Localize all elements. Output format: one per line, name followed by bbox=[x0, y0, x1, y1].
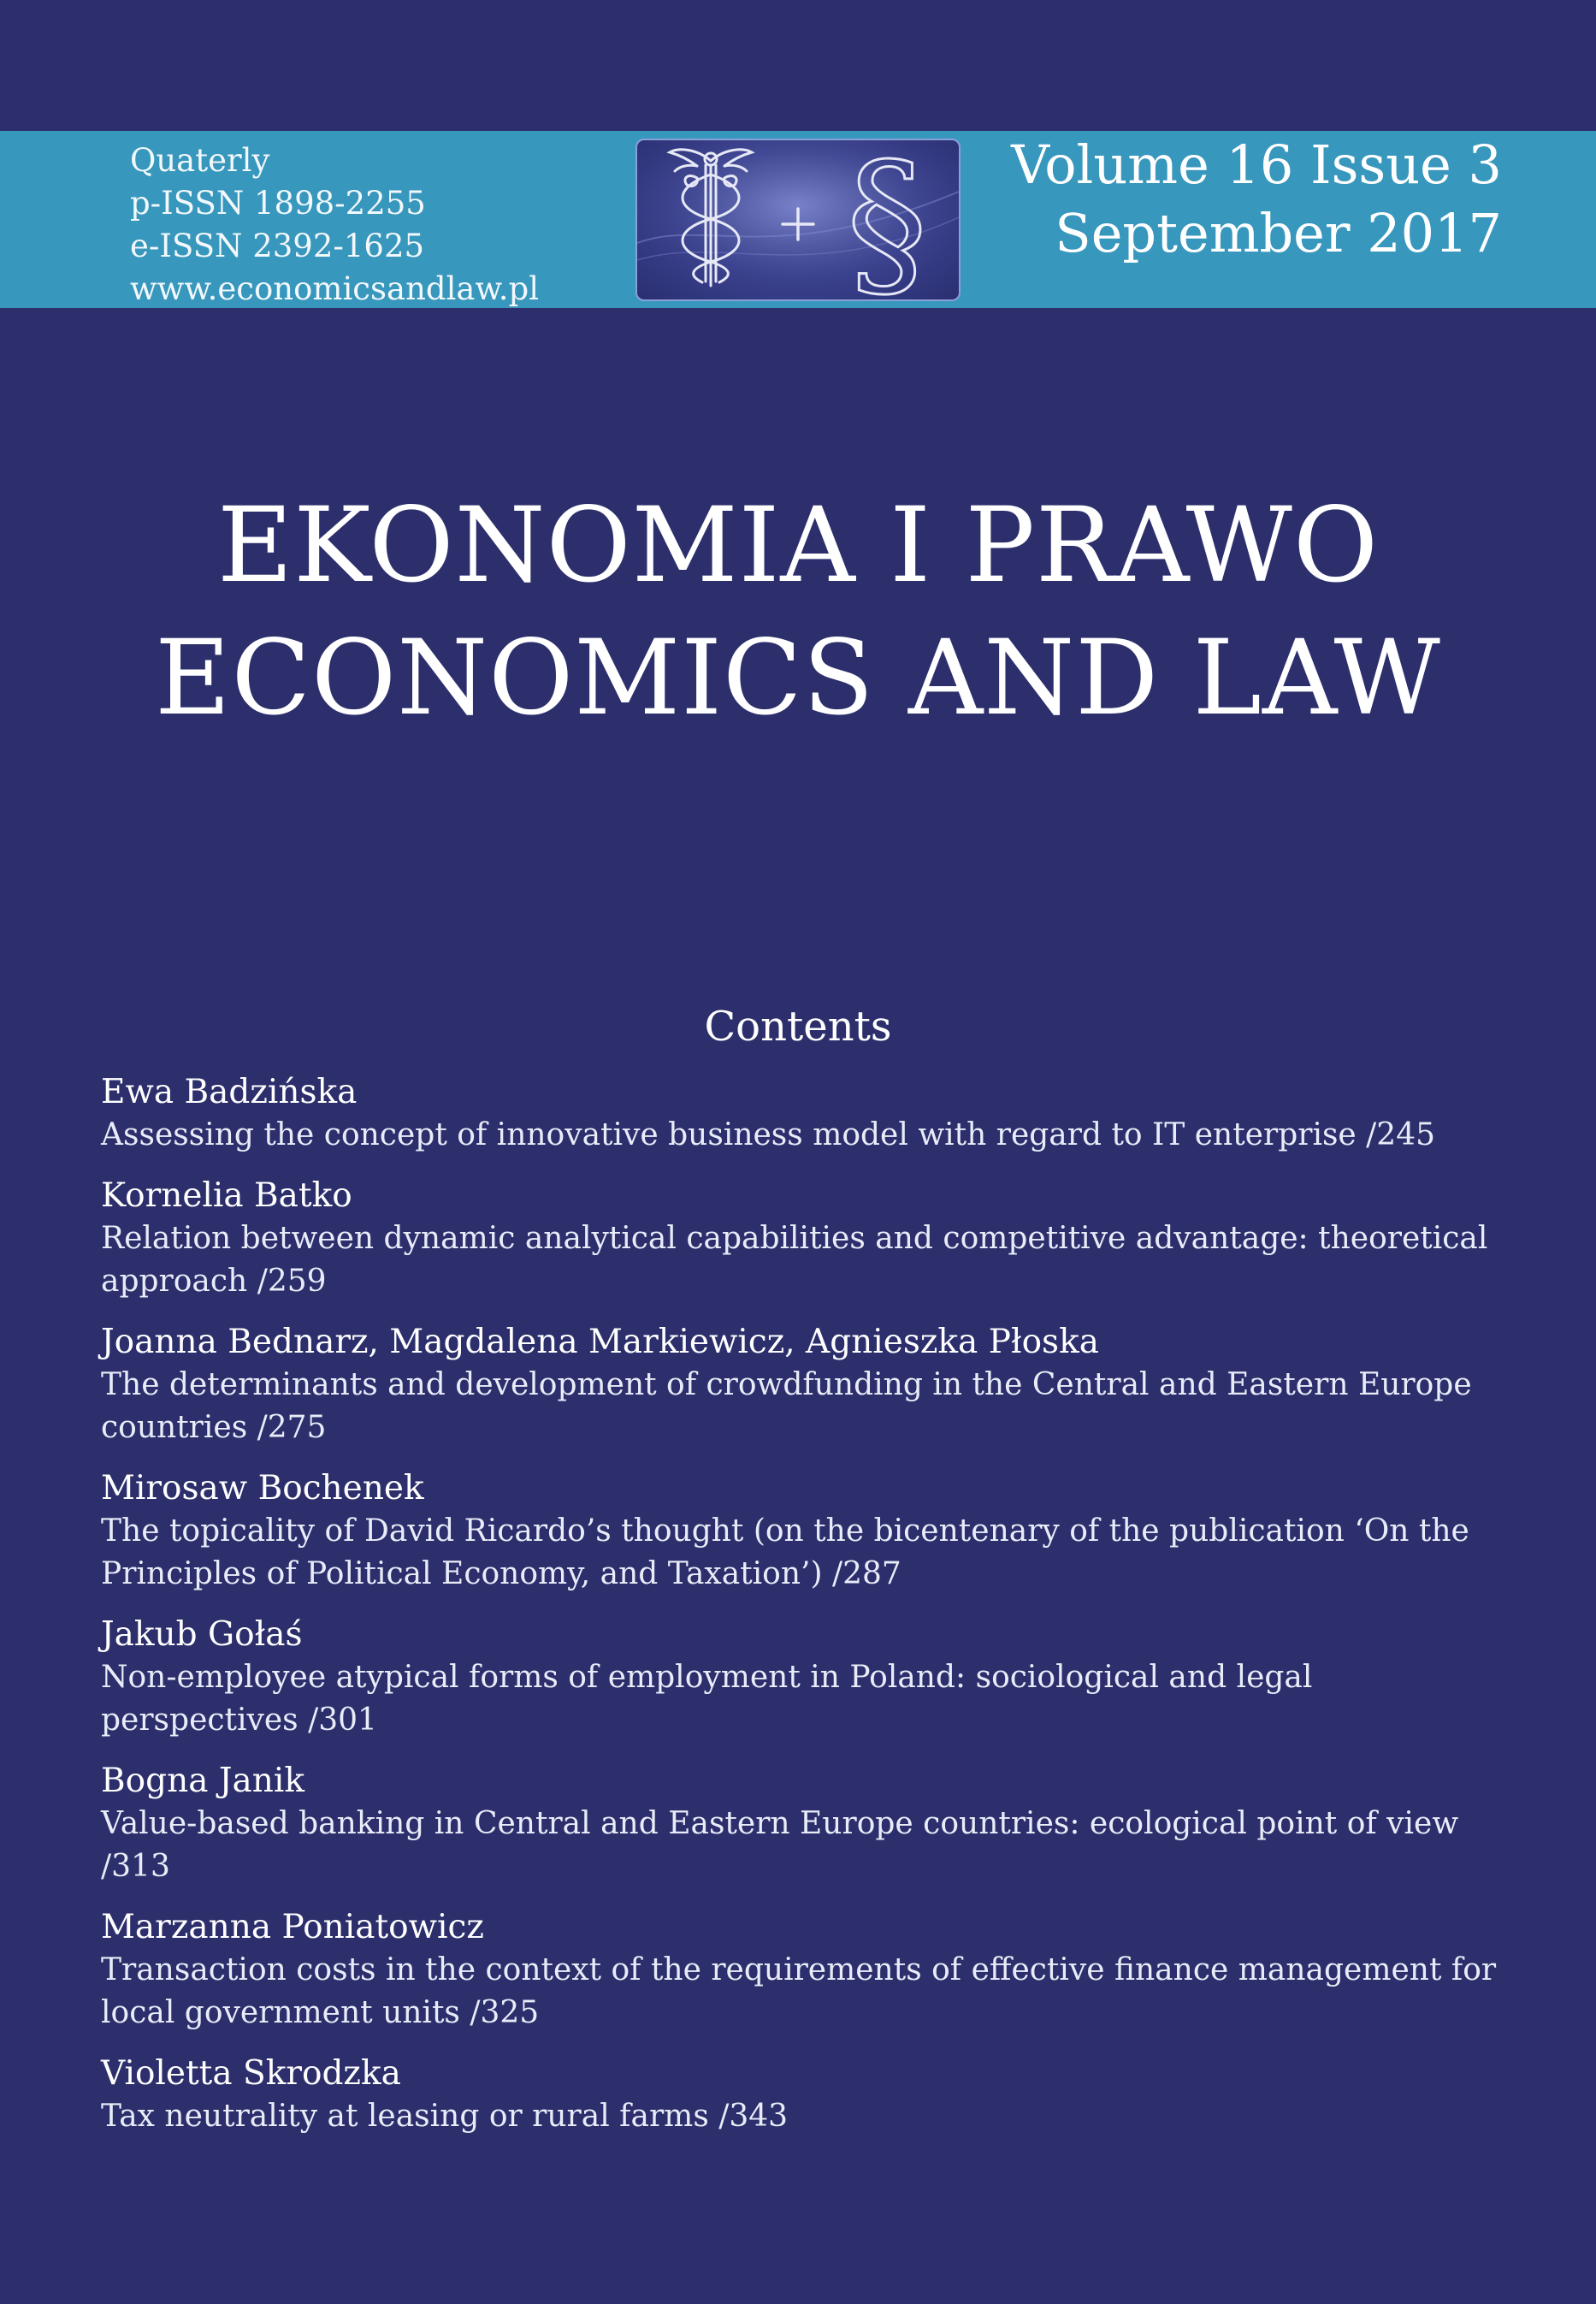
toc-author: Bogna Janik bbox=[101, 1762, 304, 1800]
toc-article: The topicality of David Ricardo’s thought (on the bicentenary of the publication ‘On the Principles of Political Economy, and Taxation’) /287 bbox=[101, 1513, 1469, 1591]
header-band bbox=[0, 131, 1596, 308]
frequency-label: Quaterly bbox=[130, 142, 270, 179]
toc-author: Joanna Bednarz, Magdalena Markiewicz, Agnieszka Płoska bbox=[101, 1323, 1099, 1361]
svg-text:§: § bbox=[846, 140, 928, 299]
toc-entry bbox=[101, 1759, 1504, 1888]
toc-entry bbox=[101, 1905, 1504, 2035]
toc-article: Non-employee atypical forms of employment in Poland: sociological and legal perspectives /301 bbox=[101, 1660, 1313, 1738]
toc-author: Mirosaw Bochenek bbox=[101, 1469, 424, 1507]
journal-website: www.economicsandlaw.pl bbox=[130, 270, 540, 307]
toc-author: Kornelia Batko bbox=[101, 1176, 352, 1215]
toc-author: Violetta Skrodzka bbox=[101, 2054, 401, 2093]
issue-info bbox=[1011, 131, 1502, 268]
toc-entry bbox=[101, 1466, 1504, 1596]
electronic-issn: e-ISSN 2392-1625 bbox=[130, 228, 425, 264]
toc-entry bbox=[101, 1174, 1504, 1303]
toc-article: Value-based banking in Central and Eastern Europe countries: ecological point of view /313 bbox=[101, 1806, 1459, 1884]
table-of-contents bbox=[101, 1070, 1504, 2155]
print-issn: p-ISSN 1898-2255 bbox=[130, 185, 426, 222]
volume-issue: Volume 16 Issue 3 bbox=[1011, 133, 1502, 196]
toc-author: Marzanna Poniatowicz bbox=[101, 1908, 484, 1946]
toc-entry bbox=[101, 2052, 1504, 2138]
toc-author: Ewa Badzińska bbox=[101, 1073, 358, 1111]
contents-heading: Contents bbox=[704, 1003, 892, 1051]
journal-meta bbox=[130, 139, 539, 311]
toc-entry bbox=[101, 1613, 1504, 1742]
toc-article: The determinants and development of crowdfunding in the Central and Eastern Europe countries /275 bbox=[101, 1367, 1472, 1445]
toc-article: Tax neutrality at leasing or rural farms /343 bbox=[101, 2099, 789, 2134]
toc-article: Transaction costs in the context of the requirements of effective finance management for local government units /325 bbox=[101, 1952, 1497, 2030]
toc-entry bbox=[101, 1070, 1504, 1157]
journal-title-english: ECONOMICS AND LAW bbox=[155, 618, 1441, 738]
journal-title bbox=[0, 479, 1596, 744]
toc-entry bbox=[101, 1320, 1504, 1449]
caduceus-plus-section-logo-icon bbox=[635, 139, 961, 301]
toc-author: Jakub Gołaś bbox=[101, 1615, 303, 1654]
toc-article: Relation between dynamic analytical capabilities and competitive advantage: theoretical approach /259 bbox=[101, 1221, 1488, 1299]
toc-article: Assessing the concept of innovative business model with regard to IT enterprise /245 bbox=[101, 1117, 1436, 1152]
journal-title-polish: EKONOMIA I PRAWO bbox=[216, 485, 1380, 606]
issue-date: September 2017 bbox=[1055, 202, 1502, 264]
